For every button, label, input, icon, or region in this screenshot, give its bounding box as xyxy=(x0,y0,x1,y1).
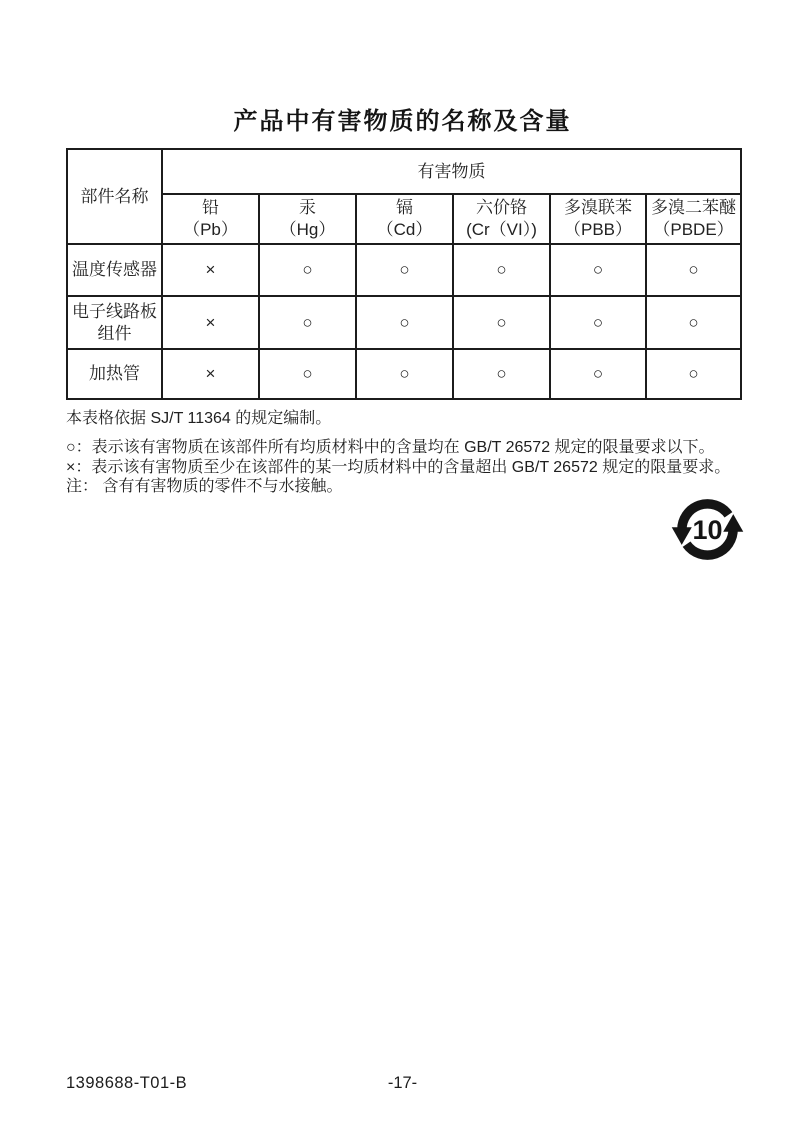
substance-symbol: （Pb） xyxy=(183,220,238,239)
mark-cell: ○ xyxy=(356,244,453,296)
mark-cell: ○ xyxy=(356,296,453,349)
note-standard-basis: 本表格依据 SJ/T 11364 的规定编制。 xyxy=(66,410,332,427)
mark-cell: ○ xyxy=(453,349,550,399)
column-header-hazardous-substances: 有害物质 xyxy=(162,149,741,194)
mark-cell: × xyxy=(162,244,259,296)
mark-cell: ○ xyxy=(646,349,741,399)
column-header-mercury xyxy=(259,194,356,244)
substance-name: 汞 xyxy=(299,198,316,217)
column-header-hexavalent-chromium xyxy=(453,194,550,244)
substance-name: 六价铬 xyxy=(476,198,527,217)
hazardous-substances-table xyxy=(66,148,742,400)
substance-name: 多溴二苯醚 xyxy=(651,198,737,217)
mark-cell: ○ xyxy=(356,349,453,399)
part-name-cell: 温度传感器 xyxy=(67,244,162,296)
mark-cell: ○ xyxy=(550,296,646,349)
part-name-cell: 电子线路板组件 xyxy=(67,296,162,349)
mark-cell: ○ xyxy=(550,244,646,296)
mark-cell: ○ xyxy=(259,296,356,349)
note-cross-meaning: ×：表示该有害物质至少在该部件的某一均质材料中的含量超出 GB/T 26572 规定的限量要求。 xyxy=(66,458,731,476)
column-header-cadmium xyxy=(356,194,453,244)
table-row xyxy=(67,244,741,296)
column-header-pbb xyxy=(550,194,646,244)
mark-cell: ○ xyxy=(453,296,550,349)
substance-symbol: （PBB） xyxy=(563,220,633,239)
substance-name: 镉 xyxy=(396,198,413,217)
part-name-cell: 加热管 xyxy=(67,349,162,399)
substance-name: 铅 xyxy=(202,198,219,217)
mark-cell: ○ xyxy=(259,244,356,296)
page-title: 产品中有害物质的名称及含量 xyxy=(233,108,572,135)
mark-cell: ○ xyxy=(646,296,741,349)
substance-symbol: （Cd） xyxy=(376,220,433,239)
column-header-part-name: 部件名称 xyxy=(67,149,162,244)
table-header-row-top xyxy=(67,149,741,194)
mark-cell: ○ xyxy=(550,349,646,399)
document-number: 1398688-T01-B xyxy=(66,1074,188,1092)
column-header-pbde xyxy=(646,194,741,244)
mark-cell: ○ xyxy=(646,244,741,296)
page-number: -17- xyxy=(387,1074,418,1092)
table-row xyxy=(67,349,741,399)
substance-name: 多溴联苯 xyxy=(564,198,632,217)
substance-symbol: （Hg） xyxy=(279,220,336,239)
column-header-lead xyxy=(162,194,259,244)
mark-cell: ○ xyxy=(259,349,356,399)
mark-cell: ○ xyxy=(453,244,550,296)
substance-symbol: （PBDE） xyxy=(653,220,734,239)
efup-years-label: 10 xyxy=(692,514,723,545)
mark-cell: × xyxy=(162,296,259,349)
note-water-contact: 注： 含有有害物质的零件不与水接触。 xyxy=(66,478,343,495)
table-notes xyxy=(66,410,756,497)
china-rohs-efup-logo xyxy=(671,493,744,566)
substance-symbol: (Cr（VI）) xyxy=(466,220,537,239)
table-header-row-substances xyxy=(67,194,741,244)
table-row xyxy=(67,296,741,349)
note-circle-meaning: ○：表示该有害物质在该部件所有均质材料中的含量均在 GB/T 26572 规定的限量要求以下。 xyxy=(66,439,715,456)
mark-cell: × xyxy=(162,349,259,399)
